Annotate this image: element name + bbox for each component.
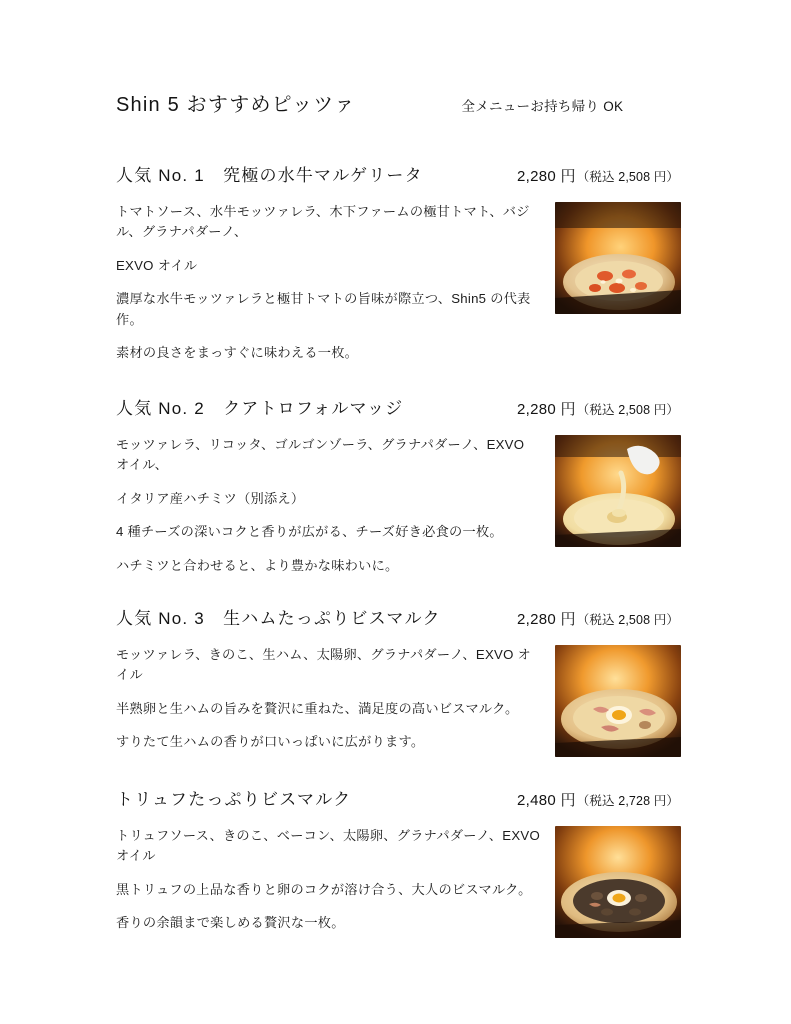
- menu-item-body: [116, 826, 681, 938]
- menu-item-body: [116, 435, 681, 576]
- description-line: イタリア産ハチミツ（別添え）: [116, 490, 305, 506]
- menu-item-description: [116, 435, 541, 576]
- description-line: EXVO オイル: [116, 257, 198, 273]
- takeout-note: 全メニューお持ち帰り OK: [461, 99, 624, 114]
- description-line: トマトソース、水牛モッツァレラ、木下ファームの極甘トマト、バジル、グラナパダーノ、: [116, 204, 530, 240]
- price-with-tax: （税込 2,508 円）: [576, 170, 679, 184]
- menu-item: [116, 161, 681, 364]
- price-amount: 2,280 円: [516, 400, 576, 418]
- description-line: 素材の良さをまっすぐに味わえる一枚。: [116, 345, 359, 361]
- menu-item-price: [517, 165, 681, 186]
- description-line: 濃厚な水牛モッツァレラと極甘トマトの旨味が際立つ、Shin5 の代表作。: [116, 291, 531, 327]
- menu-item-name: 人気 No. 1 究極の水牛マルゲリータ: [116, 166, 423, 185]
- document-header: [116, 88, 681, 117]
- truffle-bismarck-pizza-photo: [555, 826, 681, 938]
- description-line: トリュフソース、きのこ、ベーコン、太陽卵、グラナパダーノ、EXVO オイル: [116, 827, 540, 864]
- menu-item-price: [517, 789, 681, 810]
- menu-item-headline: [116, 394, 681, 419]
- price-amount: 2,280 円: [516, 168, 576, 185]
- menu-item-price: [517, 398, 681, 419]
- description-line: モッツァレラ、リコッタ、ゴルゴンゾーラ、グラナパダーノ、EXVO オイル、: [116, 436, 525, 473]
- price-amount: 2,480 円: [516, 791, 576, 809]
- price-with-tax: （税込 2,728 円）: [576, 793, 679, 808]
- menu-item-body: [116, 202, 681, 364]
- description-line: 半熟卵と生ハムの旨みを贅沢に重ねた、満足度の高いビスマルク。: [116, 700, 519, 716]
- menu-item: [116, 785, 681, 938]
- menu-item-description: [116, 202, 541, 364]
- menu-item-headline: [116, 604, 681, 629]
- menu-item-headline: [116, 161, 681, 186]
- menu-item-name: トリュフたっぷりビスマルク: [116, 789, 352, 809]
- menu-item-name: 人気 No. 3 生ハムたっぷりビスマルク: [116, 608, 441, 628]
- menu-item-price: [517, 608, 681, 629]
- quattro-formaggi-pizza-photo: [555, 435, 681, 547]
- price-with-tax: （税込 2,508 円）: [576, 612, 679, 627]
- menu-item-body: [116, 645, 681, 757]
- price-with-tax: （税込 2,508 円）: [576, 402, 679, 417]
- menu-item-description: [116, 645, 541, 753]
- description-line: 黒トリュフの上品な香りと卵のコクが溶け合う、大人のビスマルク。: [116, 881, 532, 897]
- menu-item-description: [116, 826, 541, 934]
- description-line: モッツァレラ、きのこ、生ハム、太陽卵、グラナパダーノ、EXVO オイル: [116, 646, 531, 683]
- menu-item: [116, 604, 681, 757]
- prosciutto-bismarck-pizza-photo: [555, 645, 681, 757]
- menu-item-name: 人気 No. 2 クアトロフォルマッジ: [116, 398, 404, 418]
- description-line: ハチミツと合わせると、より豊かな味わいに。: [116, 557, 399, 573]
- price-amount: 2,280 円: [516, 610, 576, 628]
- description-line: 4 種チーズの深いコクと香りが広がる、チーズ好き必食の一枚。: [116, 524, 503, 540]
- page-title: Shin 5 おすすめピッツァ: [116, 94, 356, 116]
- description-line: すりたて生ハムの香りが口いっぱいに広がります。: [116, 734, 425, 750]
- menu-item-headline: [116, 785, 681, 810]
- margherita-pizza-photo: [555, 202, 681, 314]
- menu-item: [116, 394, 681, 576]
- description-line: 香りの余韻まで楽しめる贅沢な一枚。: [116, 915, 345, 931]
